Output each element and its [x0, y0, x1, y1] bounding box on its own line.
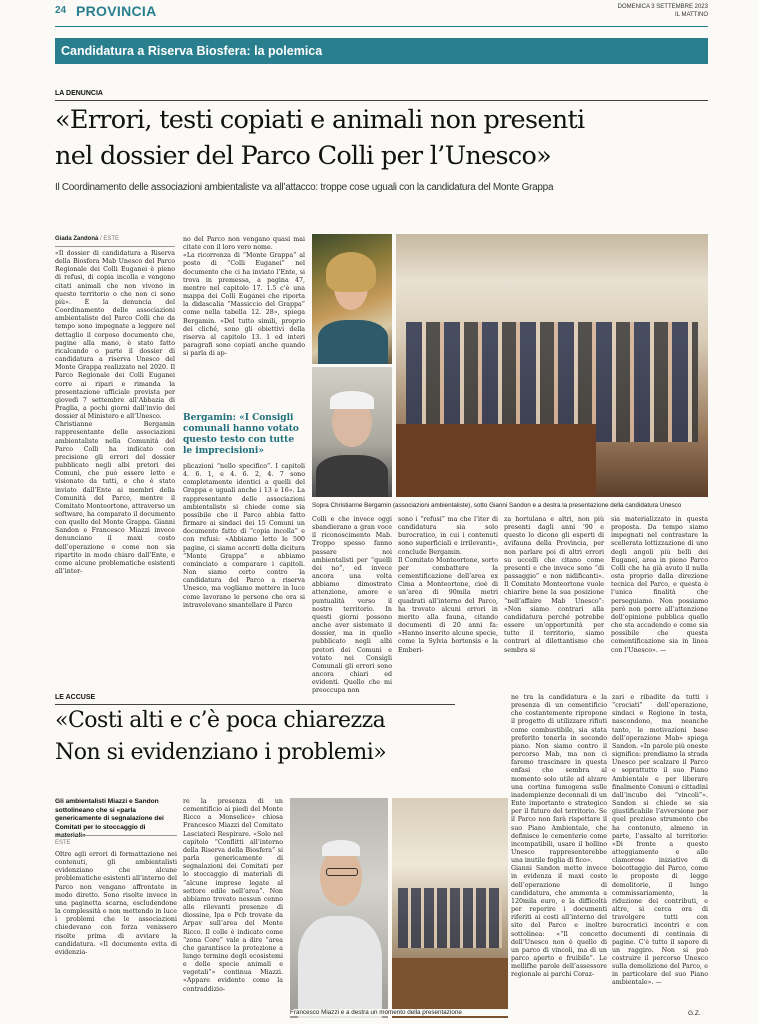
- photo-miazzi: [290, 798, 388, 1018]
- article1-column-2-bottom: plicazioni “nello specifico”. I capitoli 4. 6. 1, e 4. 6. 2, 4. 7 sono completamente identici a quelli del Grappa e uguali anche i 13 e 16». La rappresentante delle associazioni ambientaliste si chiede come sia possibile che il Parco abbia fatto firmare ai sindaci dei 15 Comuni un documento fatto di “copia incolla” e con refusi: «Abbiamo letto le 500 pagine, ci siamo accorti della dicitura “Monte Grappa” e abbiamo cominciato a comparare i capitoli. Non siamo certo contro la candidatura del Parco a riserva Unesco, ma vogliamo mettere in luce come lavorano le persone che ora si intravolevano smantellare il Parco: [183, 463, 305, 609]
- article1-column-6: sia materializzato in questa proposta. Da tempo siamo impegnati nel contrastare la scellerata lottizzazione di uno degli angoli più belli dei Euganei, area in pieno Parco Colli che ha già avuto il nulla osta proprio dalla direzione tecnica del Parco, e questa è l’unica finalità che perseguiamo. Non possiamo però non porre all’attenzione dell’opinione pubblica quello che sta accadendo e come sia possibile che questa cementificazione sia in linea con l’Unesco». —: [611, 516, 708, 654]
- pull-quote: Bergamin: «I Consigli comunali hanno votato questo testo con tutte le imprecisioni»: [183, 413, 299, 456]
- article2-column-4: zari e ribadite da tutti i “crociati” dell’operazione, sindaci e Regione in testa, nascondono, ma neanche tanto, le motivazioni base dell’operazione Mab» spiega Sandon. «In parole più oneste significa: prendiamo la strada Unesco per scalzare il Parco e soprattutto il suo Piano Ambientale e per liberare finalmente Comuni e cittadini dall’incubo dei “vincoli”». Sandon si chiede se sia giustificabile l’avversione per quel prezioso strumento che ha contenuto, almeno in parte, l’assalto al territorio: «Di fronte a questo atteggiamento e alle clamorose iniziative di boicottaggio del Parco, come le proposte di legge demolitorie, il lungo commissariamento, la riduzione dei contributi, e altre, si cerca ora di travolgere tutti con burocratici incontri e con documenti di centinaia di pagine. C’è tutto il sapore di un raggiro. Non si può costruire il percorso Unesco sulla demolizione del Parco, e in particolare del suo Piano ambientale». —: [612, 694, 708, 987]
- byline: [55, 236, 119, 242]
- page-number: 24: [55, 5, 67, 16]
- photo-sandon-jacket: [316, 455, 388, 497]
- photo-presentation-2-audience: [398, 888, 502, 948]
- photo-presentation: [396, 234, 708, 497]
- byline-rule: [55, 246, 175, 247]
- photo-miazzi-face: [320, 848, 362, 906]
- photo-sandon: [312, 367, 392, 497]
- byline-place: / ESTE: [100, 236, 120, 242]
- section-title: PROVINCIA: [76, 3, 157, 19]
- issue-date: DOMENICA 3 SETTEMBRE 2023: [617, 4, 708, 10]
- photo-caption-2: Francesco Miazzi e a destra un momento della presentazione: [290, 1009, 540, 1016]
- photo-miazzi-glasses: [326, 868, 358, 876]
- article2-summary: Gli ambientalisti Miazzi e Sandon sottolineano che si «parla genericamente di segnalazione dei Comitati per lo stoccaggio di: [55, 798, 164, 831]
- summary-rule: [55, 835, 177, 836]
- publication-name: IL MATTINO: [675, 12, 708, 18]
- photo-miazzi-shirt: [298, 916, 382, 1018]
- article1-column-4: sono i “refusi” ma che l’iter di candidatura sia solo burocratico, in cui i contenuti sono superficiali e irrilevanti», conclude Bergamin. Il Comitato Monteortone, sorto per combattere la cementificazione dell’area ex Cima a Monteortone, cioè di un’area di 90mila metri quadrati all’interno del Parco, ha trovato alcuni errori in merito alla fauna, citando documenti di 20 anni fa: «Hanno inserito alcune specie, come la Sylvia hortensis e la Emberi-: [398, 516, 498, 654]
- byline-name: Giada Zandonà: [55, 236, 99, 242]
- article1-column-3: Colli e che invece oggi sbandierano a gran voce il riconoscimento Mab. Troppo spesso fanno passare noi ambientalisti per “quelli dei no”, ed invece ancora una volta abbiamo dimostrato attenzione, amore e puntualità verso il nostro territorio. In questi giorni possono anche aver sistemato il dossier, ma in quello pubblicato negli albi pretori dei Comuni e votato nei Consigli Comunali gli errori sono ancora chiari ed evidenti. Quello che mi preoccupa non: [312, 516, 392, 695]
- article2-kicker-rule: [55, 704, 455, 705]
- article2-column-2: re la presenza di un cementificio ai piedi del Monte Ricco a Monselice» chiosa Francesco Miazzi del Comitato Lasciateci Respirare. «Solo nel capitolo “Conflitti all’interno della Riserva della Biosfera” si parla genericamente di segnalazioni dei Comitati per lo stoccaggio di materiali di “alcune imprese legate al settore edile nell’area”. Non abbiamo trovato nessun cenno alle rilevanti presenze di diossine, Ipa e Pcb trovate da Arpav sull’area del Monte Ricco. Il colle è indicato come “zona Core” vale a dire “area che garantisce la protezione a lungo termine degli ecosistemi e delle specie animali e vegetali”» continua Miazzi. «Appare evidente come la contraddizio-: [183, 798, 283, 993]
- photo-presentation-table: [396, 424, 596, 497]
- article1-column-2-top: no del Parco non vengano quasi mai citate con il loro vero nome. «La ricorrenza di “Monte Grappa” al posto di “Colli Euganei” nel documento che ci ha inviato l’Ente, si trova in premessa, a pagina 47, mentre nel capitolo 17. 1.5 c’è una mappa dei Colli Euganei che riporta la didascalia “Massiccio del Grappa” come nella tabella 12. 28», spiega Bergamin. «Del tutto simili, proprio dei cliché, sono gli obiettivi della riserva al capitolo 13. 1 ed interi paragrafi sono copiati anche quando si parla di ap-: [183, 236, 305, 358]
- topic-banner-text: Candidatura a Riserva Biosfera: la polemica: [61, 44, 323, 58]
- article2-column-3: ne tra la candidatura e la presenza di un cementificio che costantemente ripropone il progetto di utilizzare rifiuti come combustibile, sia stata preferito tenerla in secondo piano. Non siamo contro il percorso Mab, ma non ci faremo trascinare in questa enfasi che sembra al momento solo utile ad alzare una cortina fumogena sulle inadempienze decennali di un Ente importante e strategico per il futuro del territorio. Se il Parco non farà rispettare il suo Piano Ambientale, che definisce le cementerie come incompatibili, usare il bollino Unesco rappresenterebbe una inutile foglia di fico». Gianni Sandon mette invece in evidenza il maxi costo dell’operazione di candidatura, che ammonta a 120mila euro, e la difficoltà per reperire i documenti riferiti ai costi all’interno del sito del Parco e inoltre sottolinea: «“Il concetto dell’Unesco non è quello di un parco di vincoli, ma di un parco aperto e fruibile”. Le mellifhe parole dell’assessore regionale ai parchi Coraz-: [511, 694, 607, 979]
- article2-byline: ESTE: [55, 840, 71, 846]
- photo-presentation-2: [392, 798, 508, 1018]
- photo-bergamin-hair: [326, 252, 376, 292]
- photo-bergamin-shirt: [318, 320, 388, 364]
- photo-miazzi-hair: [322, 840, 360, 856]
- header-rule: [55, 26, 708, 27]
- topic-banner: [55, 38, 708, 64]
- article1-headline-line1: «Errori, testi copiati e animali non presenti: [55, 105, 585, 135]
- photo-sandon-hair: [330, 391, 374, 409]
- article1-column-1: «Il dossier di candidatura a Riserva della Biosfera Mab Unesco del Parco Regionale dei Colli Euganei è pieno di refusi, di copia incolla e vengono citati animali che non vivono in questo territorio o che non ci sono più». È la denuncia del Coordinamento delle associazioni ambientaliste del Parco Colli che da tempo sono impegnate a leggere nel dettaglio il corposo documento che, pagine alla mano, è stato fatto ricalcando o parte il dossier di candidatura a riserva Unesco del Monte Grappa realizzato nel 2020. Il Parco Regionale dei Colli Euganei corre ai ripari e rimanda la presentazione ufficiale prevista per giovedì 7 settembre all’Abbazia di Praglia, a pochi giorni dall’invio del dossier al Ministero e all’Unesco. Christianne Bergamin rappresentante delle associazioni ambientaliste nella Comunità del Parco Colli ha indicato con precisione gli errori del dossier pubblicato negli albi pretori dei Comuni, che può essere letto e visionato da tutti, e che è stato inviato dall’Ente ai membri della Comunità del Parco, mentre il Comitato Monteortone, attraverso un software, ha comparato il documento con quello del Monte Grappa. Gianni Sandon e Francesco Miazzi invece denunciano il maxi costo dell’operazione e come non sia ripartito in modo chiaro dall’Ente, e come alcune problematiche esistenti all’inter-: [55, 250, 175, 576]
- article2-column-1: Oltre agli errori di formattazione nei contenuti, gli ambientalisti evidenziano che alcune problematiche esistenti all’interno del Parco non vengano affrontate in modo diretto. Sono risolte invece in una paginetta scarna, escludendone la complessità e non mettendo in luce i problemi che le associazioni chiedevano con forza venissero risolte prima di avviare la candidatura. «Il documento evita di evidenzia-: [55, 851, 177, 956]
- article1-column-5: za hortulana e altri, non più presenti dagli anni ’90 e questo lo dicono gli esperti di avifauna della Provincia, per non parlare poi di altri errori su uccelli che citano come presenti e che invece sono “di passaggio” e non nidificanti». Il Comitato Monteortone vuole chiarire bene la sua posizione “nell’affaire Mab Unesco”: «Non siamo contrari alla candidatura perché potrebbe essere un’opportunità per tutto il territorio, siamo contrari al dilettantismo che sembra si: [504, 516, 604, 654]
- article1-headline-line2: nel dossier del Parco Colli per l’Unesco»: [55, 141, 552, 171]
- author-signature: G.Z.: [688, 1010, 701, 1017]
- article1-kicker: LA DENUNCIA: [55, 90, 103, 97]
- kicker-rule: [55, 100, 708, 101]
- article1-subheadline: Il Coordinamento delle associazioni ambientaliste va all’attacco: troppe cose uguali con la candidatura del Monte Grappa: [55, 182, 554, 193]
- article2-headline-line1: «Costi alti e c’è poca chiarezza: [55, 708, 386, 733]
- photo-bergamin: [312, 234, 392, 364]
- article2-kicker: LE ACCUSE: [55, 694, 96, 701]
- article2-headline-line2: Non si evidenziano i problemi»: [55, 740, 387, 765]
- photo-caption-1: Sopra Christianne Bergamin (associazioni ambientaliste), sotto Gianni Sandon e a destra la presentazione della candidatura Unesco: [312, 502, 682, 509]
